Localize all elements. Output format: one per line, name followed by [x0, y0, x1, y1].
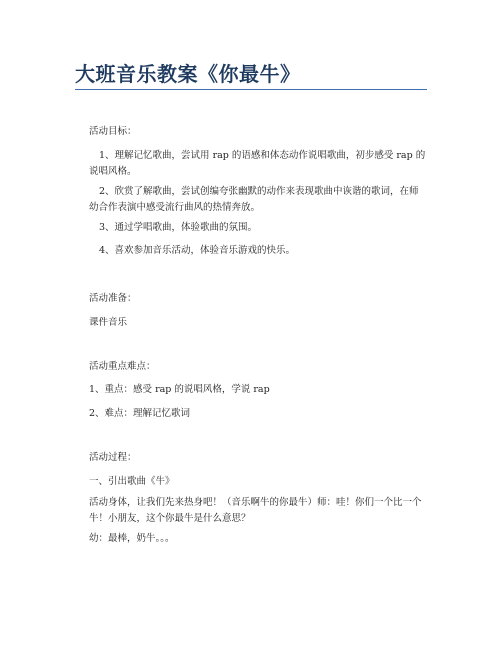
- document-title: 大班音乐教案《你最牛》: [75, 62, 301, 86]
- key-point-2: 2、难点：理解记忆歌词: [89, 408, 191, 419]
- process-heading: 活动过程：: [89, 452, 137, 463]
- prep-heading: 活动准备：: [89, 293, 137, 304]
- title-underline: [75, 89, 427, 90]
- goal-item-1: 1、理解记忆歌曲，尝试用 rap 的语感和体态动作说唱歌曲，初步感受 rap 的说唱风格。: [89, 150, 426, 177]
- key-points-heading: 活动重点难点：: [89, 361, 156, 372]
- process-step-1: 一、引出歌曲《牛》: [89, 476, 175, 487]
- process-paragraph-2: 幼：最棒，奶牛。。。: [89, 533, 175, 544]
- key-point-1: 1、重点：感受 rap 的说唱风格，学说 rap: [89, 384, 270, 395]
- goal-item-4: 4、喜欢参加音乐活动，体验音乐游戏的快乐。: [99, 245, 296, 256]
- prep-text: 课件音乐: [89, 317, 128, 328]
- goals-heading: 活动目标：: [89, 126, 137, 137]
- goal-item-3: 3、通过学唱歌曲，体验歌曲的氛围。: [99, 222, 258, 233]
- goal-item-2: 2、欣赏了解歌曲，尝试创编夸张幽默的动作来表现歌曲中诙谐的歌词，在师幼合作表演中感受流行曲风的热情奔放。: [89, 186, 419, 213]
- process-paragraph-1: 活动身体，让我们先来热身吧！（音乐啊牛的你最牛）师：哇！你们一个比一个牛！小朋友，这个你最牛是什么意思？: [89, 497, 422, 524]
